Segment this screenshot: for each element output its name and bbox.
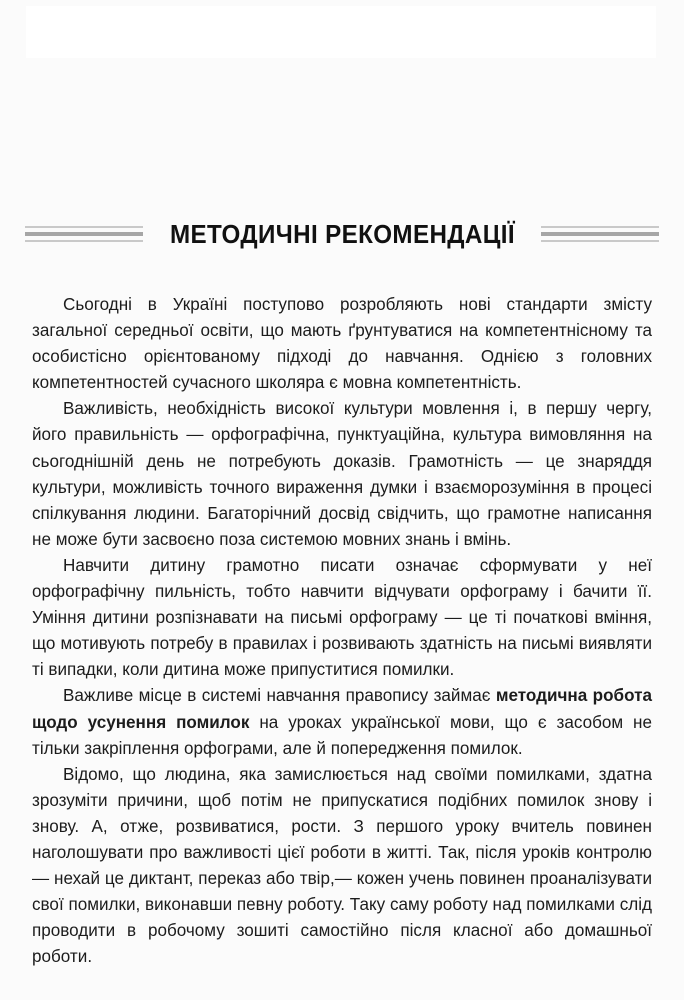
paragraph-text: на уроках української мови, що є засобом не тільки закріплення орфограми, але й попередження помилок. xyxy=(32,712,652,758)
paragraph-text: Навчити дитину грамотно писати означає сформувати у неї орфографічну пильність, тобто навчити відчувати орфограму і бачити її. Уміння дитини розпізнавати на письмі орфограму — це ті початкові вміння, що мотивують потребу в правилах і розвивають здатність на письмі виявляти ті випадки, коли дитина може припуститися помилки. xyxy=(32,555,652,680)
paragraph-text: Важливе місце в системі навчання правопису займає xyxy=(63,686,496,706)
paragraph xyxy=(32,396,652,553)
heading-rule-right xyxy=(541,223,659,245)
rule-line-middle xyxy=(25,232,143,236)
rule-line-bottom xyxy=(25,240,143,242)
paragraph-text: Відомо, що людина, яка замислюється над своїми помилками, здатна зрозуміти причини, щоб потім не припускатися подібних помилок знову і знову. А, отже, розвиватися, рости. З першого уроку вчитель повинен наголошувати про важливості цієї роботи в житті. Так, після уроків контролю — нехай це диктант, переказ або твір,— кожен учень повинен проаналізувати свої помилки, виконавши певну роботу. Таку саму роботу над помилками слід проводити в робочому зошиті самостійно після класної або домашньої роботи. xyxy=(32,764,652,967)
body-text xyxy=(32,292,652,970)
heading-rule-left xyxy=(25,223,143,245)
page-title: МЕТОДИЧНІ РЕКОМЕНДАЦІЇ xyxy=(169,218,515,249)
paragraph xyxy=(32,553,652,683)
rule-line-middle xyxy=(541,232,659,236)
paragraph xyxy=(32,683,652,761)
emphasis-text: методична робота щодо усунення помилок xyxy=(32,686,652,732)
paragraph-text: Важливість, необхідність високої культури мовлення і, в першу чергу, його правильність — орфографічна, пунктуаційна, культура вимовляння на сьогоднішній день не потребують доказів. Грамотність — це знаряддя культури, можливість точного вираження думки і взаєморозуміння в процесі спілкування людини. Багаторічний досвід свідчить, що грамотне написання не може бути засвоєно поза системою мовних знань і вмінь. xyxy=(32,399,652,549)
paragraph xyxy=(32,762,652,971)
rule-line-bottom xyxy=(541,240,659,242)
rule-line-top xyxy=(541,226,659,228)
rule-line-top xyxy=(25,226,143,228)
page-heading xyxy=(0,206,684,262)
paragraph xyxy=(32,292,652,396)
paragraph-text: Сьогодні в Україні поступово розробляють нові стандарти змісту загальної середньої освіти, що мають ґрунтуватися на компетентнісному та особистісно орієнтованому підході до навчання. Однією з головних компетентностей сучасного школяра є мовна компетентність. xyxy=(32,295,652,393)
